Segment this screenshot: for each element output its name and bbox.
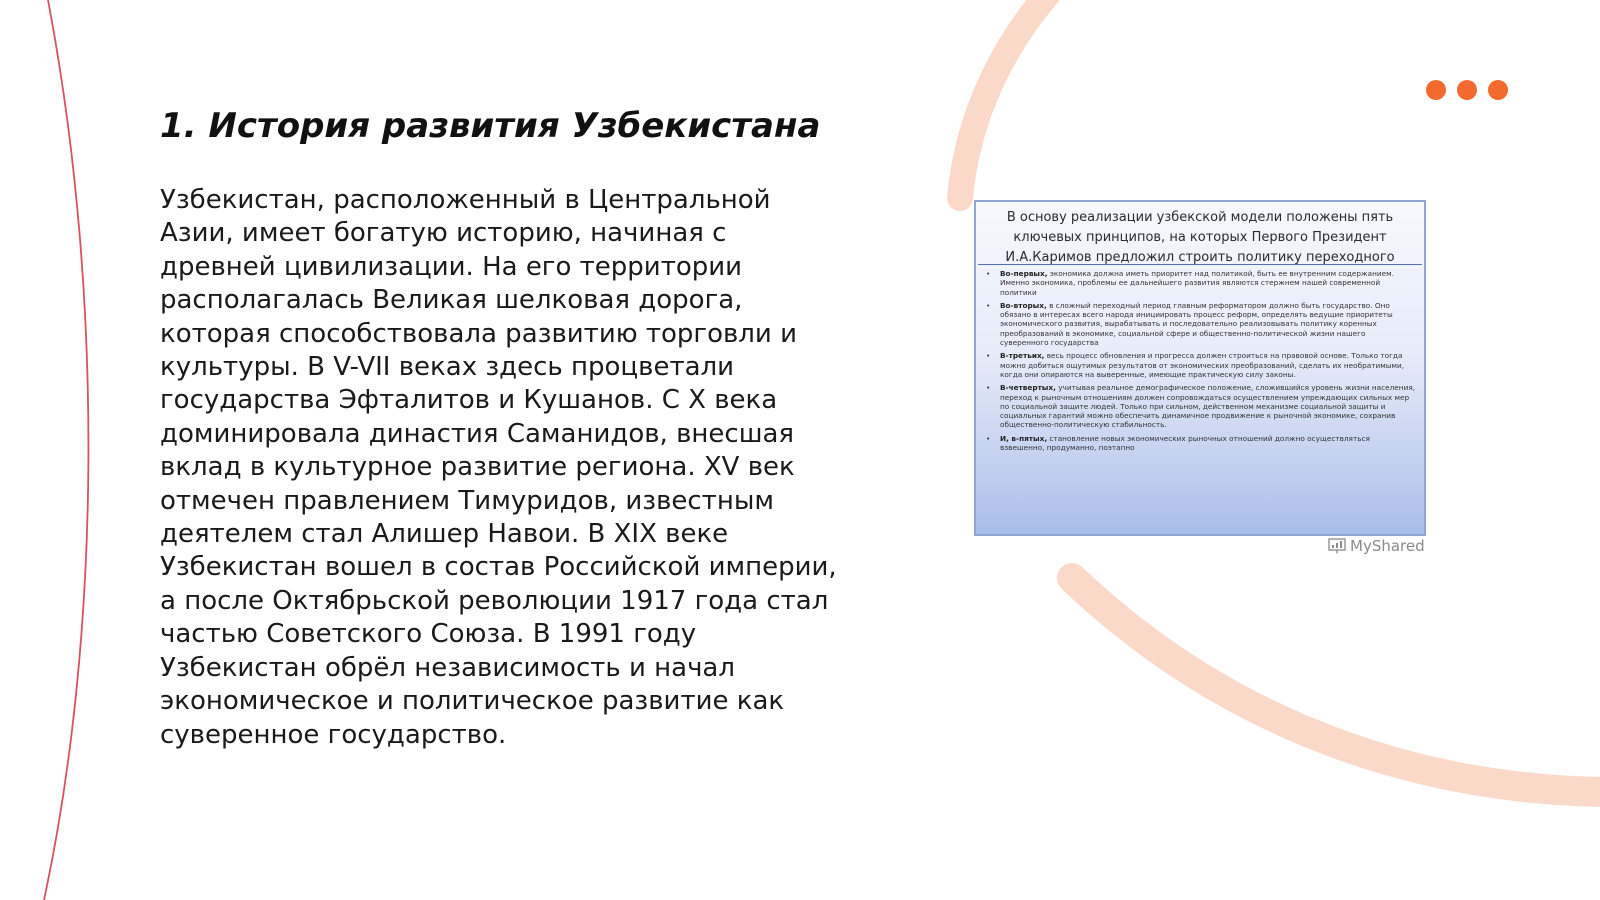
dot-3 [1488,80,1508,100]
myshared-logo-icon [1328,538,1346,554]
embedded-list-item [986,351,1416,379]
item-label: Во-первых, [1000,269,1048,278]
embedded-slide-heading: В основу реализации узбекской модели положены пять ключевых принципов, на которых Первого Президент И.А.Каримов предложил строить политику переходного [1005,210,1395,264]
watermark-text: MyShared [1350,537,1425,555]
left-red-curve [44,0,88,900]
item-text: учитывая реальное демографическое положение, сложившийся уровень жизни населения, переход к рыночным отношениям должен сопровождаться осуществлением упреждающих сильных мер по социальной защите людей. Только при сильном, действенном механизме социальной защиты и социальных гарантий можно обеспечить динамичное продвижение к рыночной экономике, сохранив общественно-политическую стабильность. [1000,383,1416,430]
three-dots-icon [1426,80,1508,100]
item-text: экономика должна иметь приоритет над политикой, быть ее внутренним содержанием. Именно экономика, проблемы ее дальнейшего развития являются стержнем нашей современной политики [1000,269,1394,297]
item-text: весь процесс обновления и прогресса должен строиться на правовой основе. Только тогда можно добиться ощутимых результатов от экономических преобразований, сделать их необратимыми, когда они опираются на выверенные, имеющие практическую силу законы. [1000,351,1405,379]
myshared-watermark [1328,537,1425,555]
dot-1 [1426,80,1446,100]
embedded-slide-list [976,265,1424,452]
slide-title: 1. История развития Узбекистана [160,106,821,146]
embedded-list-item [986,383,1416,429]
peach-arc-bottom [1072,578,1600,792]
item-text: становление новых экономических рыночных отношений должно осуществляться взвешенно, продуманно, поэтапно [1000,433,1370,453]
peach-arc-top [960,0,1048,198]
embedded-list-item [986,269,1416,297]
item-text: в сложный переходный период главным реформатором должно быть государство. Оно обязано в интересах всего народа инициировать процесс реформ, определять ведущие приоритеты экономического развития, вырабатывать и последовательно реализовывать политику коренных преобразований в экономике, социальной сфере и общественно-политической жизни нашего суверенного государства [1000,300,1393,348]
embedded-slide-image [974,200,1426,536]
embedded-list-item [986,434,1416,453]
slide-body-text: Узбекистан, расположенный в Центральной Азии, имеет богатую историю, начиная с древней цивилизации. На его территории располагалась Великая шелковая дорога, которая способствовала развитию торговли и культуры. В V-VII веках здесь процветали государства Эфталитов и Кушанов. С X века доминировала династия Саманидов, внесшая вклад в культурное развитие региона. XV век отмечен правлением Тимуридов, известным деятелем стал Алишер Навои. В XIX веке Узбекистан вошел в состав Российской империи, а после Октябрьской революции 1917 года стал частью Советского Союза. В 1991 году Узбекистан обрёл независимость и начал экономическое и политическое развитие как суверенное государство. [160,185,837,750]
item-label: И, в-пятых, [1000,433,1048,443]
embedded-list-item [986,301,1416,347]
item-label: Во-вторых, [1000,300,1047,310]
dot-2 [1457,80,1477,100]
item-label: В-четвертых, [1000,383,1056,393]
item-label: В-третьих, [1000,351,1045,361]
